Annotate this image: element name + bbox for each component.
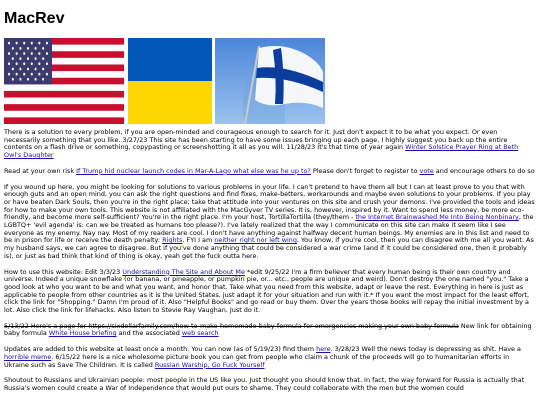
risk-text: Read at your own risk (4, 166, 77, 175)
foreword-text: If you wound up here, you might be looking for solutions to various problems in your life. I can't pretend to have them all but I can at least prove to you that with enough guts and an open mind, you can ask the right questions and find fixes, make-betters, workarounds and maybe even solutions to your problems. If you play or have beaten Dark Souls, then you're in the right place; take that attitude into your ventures on this site and crush your demons. I've provided the tools and ideas for how to make your own tools. This website is not affiliated with the MacGyver TV series. It is, however, inspired by it. Want to spend less money, be more eco-friendly, and become more self-sufficient? You're in the right place. I'm your host, TortillaTortilla (they/them - (4, 182, 535, 222)
updates-text: Updates are added to this website at least once a month. You can now (as of 5/19/23) find them (4, 345, 317, 354)
formula-text: New link for obtaining baby formula (4, 321, 532, 338)
formula-text-2: and the associated (116, 329, 182, 338)
updates-text-2: . 3/28/23 Well the news today is depressing as shit. Have a (330, 345, 521, 354)
howto-text-2: *edit 9/25/22 I'm a firm believer that every human being is their own country and universe. Indeed a unique snowflake (or banana, or pineapple, or pumpkin pie, or... etc., people are unique and weird). Don't destroy the one named "you." Take a good look at who you want to be and what you want, and honor that. Take what you need from this website, adapt or leave the rest. Everything in here is just as applicable to people from other countries as it is the United States, just adapt it for your situation and run with it.* If you want the most impact for the least effort, click the link for "Shopping." Damn I'm proud of it. Also "Helpful Books" and go read or buy them. Over the years those books will repay the initial investment by a lot. Also click the link for lifehacks. Also listen to Stevie Ray Vaughan. Just do it. (4, 267, 529, 315)
shoutout-paragraph (4, 377, 535, 392)
formula-strike-text: 5/13/22 Here's a page for https://sixdollarfamily.com/how-to-make-homemade-baby-formula for emergencies making your own baby formula (4, 321, 459, 330)
intro-text: There is a solution to every problem, if you are open-minded and courageous enough to search for it. Just don't expect it to be what you expect. Or even necessarily something that you like. 3/27/23 This site has been starting to have some issues bringing up each page. I highly suggest you back up the entire contents on a flash drive or something, copypasting or screenshotting it all as you will. 11/28/23 It's that time of year again (4, 128, 508, 152)
site-title: MacRev (4, 10, 65, 27)
register-text: Please don't forget to register to (310, 166, 420, 175)
trump-nuclear-codes-link[interactable]: If Trump hid nuclear launch codes in Mar-A-Lago what else was he up to? (76, 166, 311, 175)
howto-paragraph (4, 269, 535, 315)
rights-link[interactable]: Rights (162, 236, 183, 245)
us-flag-icon (4, 38, 124, 124)
russian-warship-link[interactable]: Russian Warship, Go Fuck Yourself (154, 360, 265, 369)
nonbinary-link[interactable]: the Internet Brainwashed Me Into Being Nonbinary (355, 213, 519, 222)
vote-link[interactable]: vote (419, 166, 434, 175)
formula-paragraph (4, 323, 535, 338)
risk-paragraph (4, 168, 535, 176)
web-search-link[interactable]: web search (181, 329, 219, 338)
encourage-text: and encourage others to do so (433, 166, 535, 175)
winter-solstice-link[interactable]: Winter Solstice Prayer Ring at Beth Owl's Daughter (4, 143, 519, 160)
foreword-text-2: , the LGBTQ+ 'evil agenda' is: can we be treated as humans too please?). I've lately realized that the way I communicate on this site can make it seem like I see everyone as my enemy. Nay nay. Most of my readers are cool. I don't have anything against halfway decent human beings. My enemies are in this list and need to be in prison for life or receive the death penalty: (4, 213, 534, 245)
ukraine-flag-icon (128, 38, 212, 124)
flag-banner (4, 38, 535, 124)
finland-flag-icon (215, 38, 325, 124)
understanding-the-site-link[interactable]: Understanding The Site and About Me (122, 267, 245, 276)
foreword-text-4: . You know, if you're cool, then you can disagree with me all you want. As my husband says, we can agree to disagree. But if you've done anything that could be considered a war crime (and if it could be considered one, then it probably is), or just as bad think that kind of thing is okay, yeah get the fuck outta here. (4, 236, 534, 260)
foreword-paragraph (4, 184, 535, 261)
foreword-text-3: . FYI I am (182, 236, 215, 245)
howto-text: How to use this website: Edit 3/3/23 (4, 267, 123, 276)
updates-here-link[interactable]: here (316, 345, 331, 354)
updates-paragraph (4, 346, 535, 369)
intro-paragraph (4, 129, 535, 160)
white-house-briefing-link[interactable]: White House briefing (48, 329, 117, 338)
updates-text-3: . 6/15/22 here is a nice wholesome picture book you can get from people who claim a chunk of the proceeds will go to humanitarian efforts in Ukraine such as Save The Children. It is called (4, 352, 510, 369)
horrible-meme-link[interactable]: horrible meme (4, 352, 52, 361)
neither-right-nor-left-link[interactable]: neither right nor left wing (214, 236, 297, 245)
shoutout-text: Shoutout to Russians and Ukrainian people: most people in the US like you. Just thought you should know that. In fact, the way forward for Russia is actually that Russia's women could create a War of Independence that would put ours to shame. They could collaborate with the men but the women could (4, 376, 525, 392)
